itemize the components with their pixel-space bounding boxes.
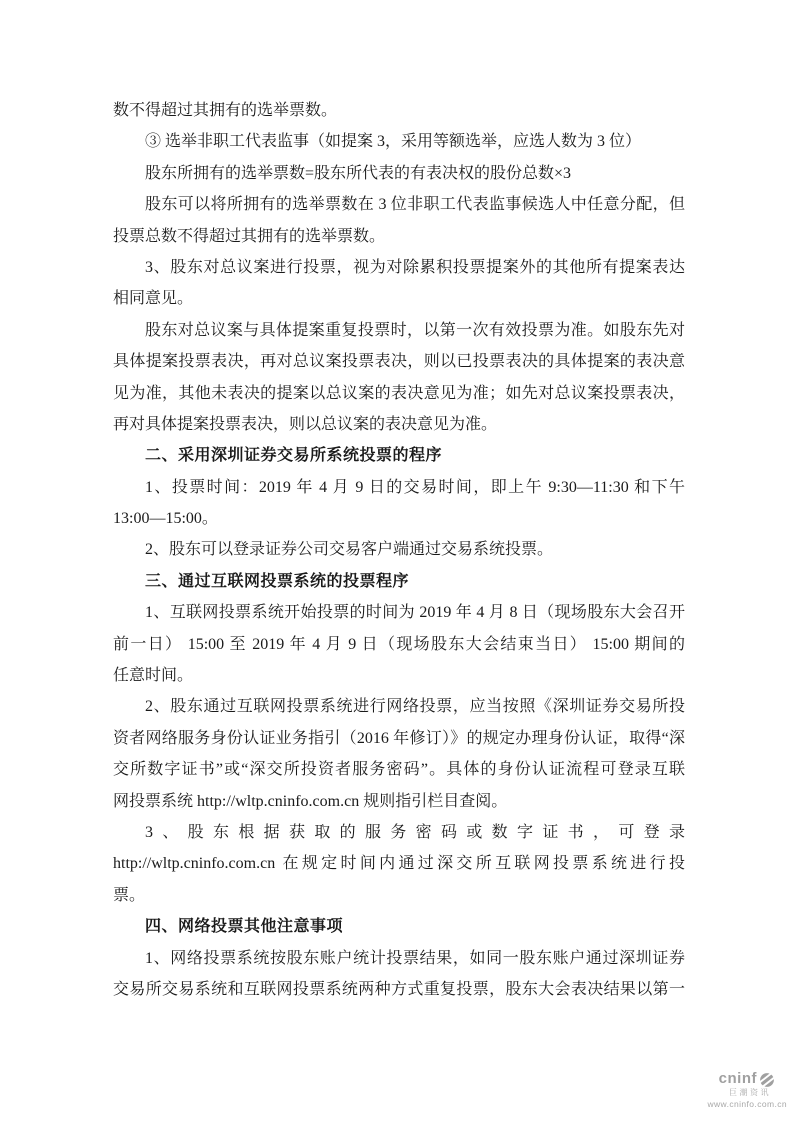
text-line: 投票总数不得超过其拥有的选举票数。 [113,227,386,245]
text-line: 见为准，其他未表决的提案以总议案的表决意见为准；如先对总议案投票表决， [113,384,685,402]
text-line: 3、股东对总议案进行投票，视为对除累积投票提案外的其他所有提案表达 [145,258,685,276]
text-line: 票。 [113,886,146,904]
cninfo-brand-chinese: 巨潮资讯 [729,1087,771,1097]
cninfo-watermark [707,1071,787,1109]
text-line: 股东所拥有的选举票数=股东所代表的有表决权的股份总数×3 [145,164,572,182]
text-line: 股东对总议案与具体提案重复投票时，以第一次有效投票为准。如股东先对 [145,321,685,339]
text-line: 前一日） 15:00 至 2019 年 4 月 9 日（现场股东大会结束当日） 15:00 期间的 [113,635,685,653]
text-line: 数不得超过其拥有的选举票数。 [113,102,338,119]
text-line: 3、股东根据获取的服务密码或数字证书，可登录 [145,823,685,841]
text-line: 任意时间。 [113,667,194,685]
text-line: http://wltp.cninfo.com.cn 在规定时间内通过深交所互联网投票系统进行投 [113,855,685,873]
text-line: 交所数字证书”或“深交所投资者服务密码”。具体的身份认证流程可登录互联 [113,761,685,779]
cninfo-logo-text: cninf [718,1070,757,1088]
text-line: 具体提案投票表决，再对总议案投票表决，则以已投票表决的具体提案的表决意 [113,353,685,371]
text-line: 交易所交易系统和互联网投票系统两种方式重复投票，股东大会表决结果以第一 [113,980,685,998]
text-line: 1、投票时间：2019 年 4 月 9 日的交易时间，即上午 9:30—11:30 和下午 [145,478,685,496]
text-line: 2、股东可以登录证券公司交易客户端通过交易系统投票。 [145,541,554,559]
text-line: 股东可以将所拥有的选举票数在 3 位非职工代表监事候选人中任意分配，但 [145,196,685,214]
text-line: 13:00—15:00。 [113,510,218,528]
section-heading-4: 四、网络投票其他注意事项 [145,918,344,936]
text-line: 资者网络服务身份认证业务指引（2016 年修订）》的规定办理身份认证，取得“深 [113,729,685,747]
cninfo-swirl-icon [759,1072,775,1088]
text-line: 网投票系统 http://wltp.cninfo.com.cn 规则指引栏目查阅。 [113,792,508,810]
text-line: 相同意见。 [113,290,194,308]
section-heading-3: 三、通过互联网投票系统的投票程序 [145,572,410,590]
text-line: 再对具体提案投票表决，则以总议案的表决意见为准。 [113,415,498,433]
text-line: 1、网络投票系统按股东账户统计投票结果，如同一股东账户通过深圳证券 [145,949,685,967]
text-line: 2、股东通过互联网投票系统进行网络投票，应当按照《深圳证券交易所投 [145,698,685,716]
text-line: ③ 选举非职工代表监事（如提案 3，采用等额选举，应选人数为 3 位） [145,133,642,151]
text-line: 1、互联网投票系统开始投票的时间为 2019 年 4 月 8 日（现场股东大会召开 [145,604,685,622]
document-body [113,95,685,1005]
section-heading-2: 二、采用深圳证券交易所系统投票的程序 [145,447,443,465]
cninfo-url: www.cninfo.com.cn [707,1098,787,1109]
cninfo-logo [707,1071,787,1088]
